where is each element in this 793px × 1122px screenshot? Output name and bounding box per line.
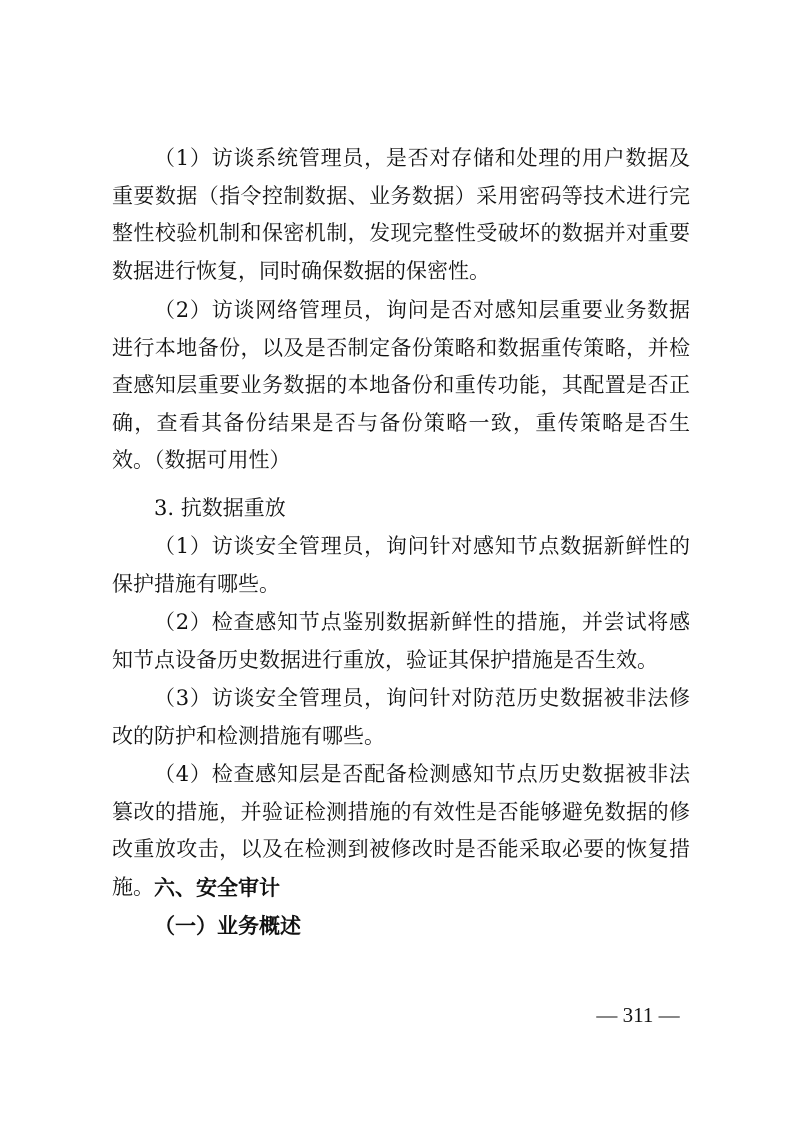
paragraph-interview-system-admin: （1）访谈系统管理员，是否对存储和处理的用户数据及重要数据（指令控制数据、业务数据）采用密码等技术进行完整性校验机制和保密机制，发现完整性受破坏的数据并对重要数据进行恢复，同时确保数据的保密性。 (112, 146, 690, 283)
subsection-heading-overview: （一）业务概述 (154, 914, 301, 938)
page-number: — 311 — (596, 1003, 680, 1027)
paragraph-check-freshness: （2）检查感知节点鉴别数据新鲜性的措施，并尝试将感知节点设备历史数据进行重放，验证其保护措施是否生效。 (112, 610, 690, 672)
paragraph-freshness-protection: （1）访谈安全管理员，询问针对感知节点数据新鲜性的保护措施有哪些。 (112, 534, 690, 596)
section-heading-security-audit: 六、安全审计 (154, 876, 280, 900)
paragraph-history-data-protection: （3）访谈安全管理员，询问针对防范历史数据被非法修改的防护和检测措施有哪些。 (112, 686, 690, 748)
paragraph-interview-network-admin: （2）访谈网络管理员，询问是否对感知层重要业务数据进行本地备份，以及是否制定备份策略和数据重传策略，并检查感知层重要业务数据的本地备份和重传功能，其配置是否正确，查看其备份结果是否与备份策略一致，重传策略是否生效。（数据可用性） (112, 298, 690, 472)
paragraph-tamper-detection: （4）检查感知层是否配备检测感知节点历史数据被非法篡改的措施，并验证检测措施的有效性是否能够避免数据的修改重放攻击，以及在检测到被修改时是否能采取必要的恢复措施。 (112, 762, 690, 899)
heading-anti-replay: 3. 抗数据重放 (154, 496, 286, 520)
